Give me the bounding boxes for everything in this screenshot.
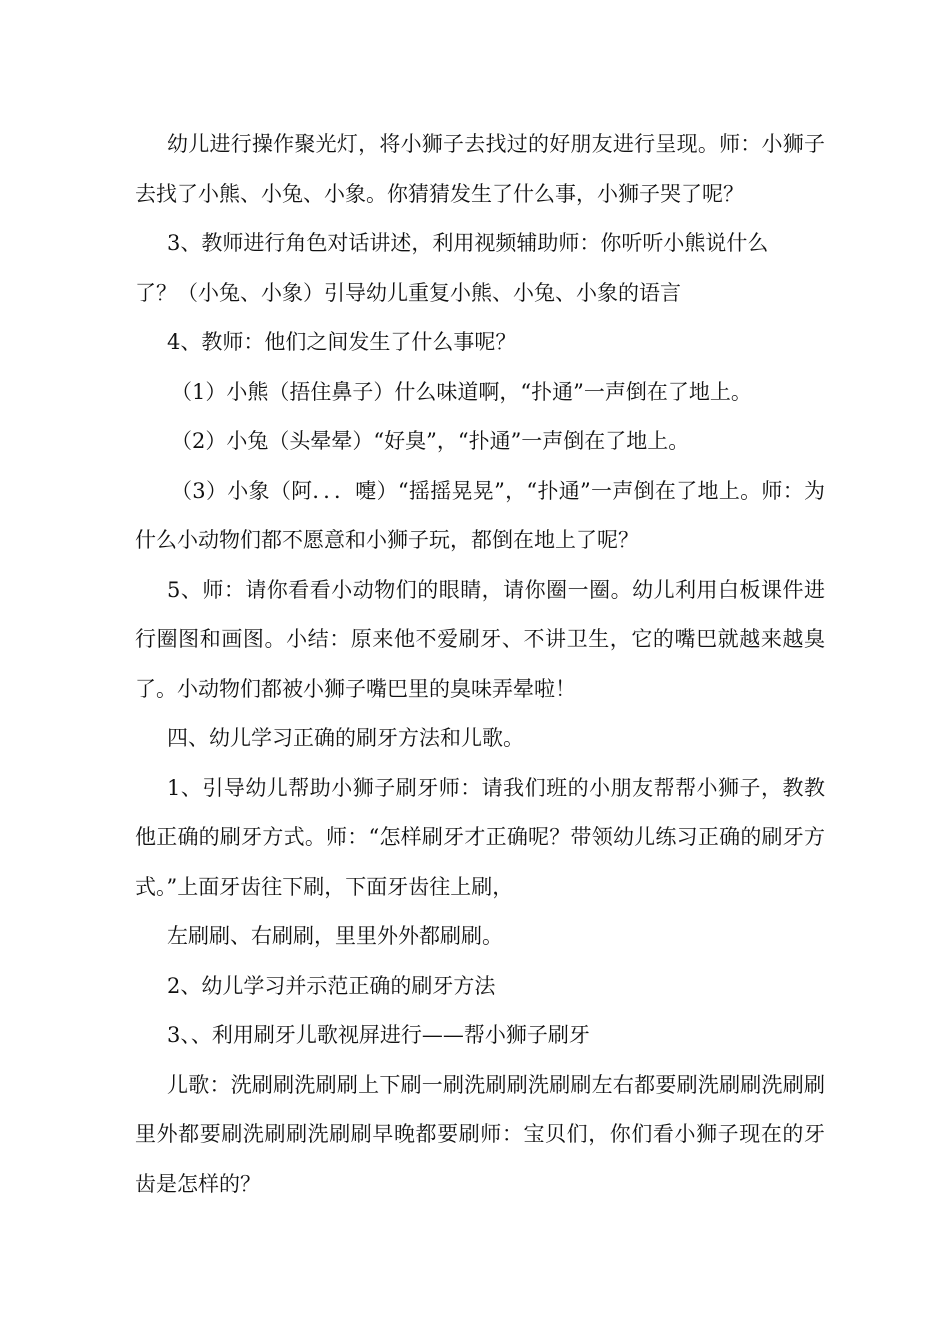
- paragraph-brushing-1-continued: 左刷刷、右刷刷，里里外外都刷刷。: [167, 924, 503, 948]
- paragraph-step-5: 5、师：请你看看小动物们的眼睛，请你圈一圈。幼儿利用白板课件进行圈图和画图。小结：原来他不爱刷牙、不讲卫生，它的嘴巴就越来越臭了。小动物们都被小狮子嘴巴里的臭味弄晕啦！: [135, 577, 825, 701]
- paragraph-bear: （1）小熊（捂住鼻子）什么味道啊，“扑通”一声倒在了地上。: [171, 379, 752, 404]
- paragraph-nursery-rhyme: 儿歌：洗刷刷洗刷刷上下刷一刷洗刷刷洗刷刷左右都要刷洗刷刷洗刷刷里外都要刷洗刷刷洗刷刷早晚都要刷师：宝贝们，你们看小狮子现在的牙齿是怎样的？: [135, 1072, 825, 1196]
- paragraph-elephant: （3）小象（阿．．．嚏）“摇摇晃晃”，“扑通”一声倒在了地上。师：为什么小动物们都不愿意和小狮子玩，都倒在地上了呢？: [135, 478, 825, 552]
- paragraph-step-4: 4、教师：他们之间发生了什么事呢？: [167, 330, 517, 354]
- paragraph-lion-friends: 幼儿进行操作聚光灯，将小狮子去找过的好朋友进行呈现。师：小狮子去找了小熊、小兔、小象。你猜猜发生了什么事，小狮子哭了呢？: [135, 132, 825, 206]
- paragraph-step-3-continued: 了？（小兔、小象）引导幼儿重复小熊、小兔、小象的语言: [135, 280, 681, 305]
- paragraph-rabbit: （2）小兔（头晕晕）“好臭”，“扑通”一声倒在了地上。: [171, 429, 690, 453]
- section-heading-four: 四、幼儿学习正确的刷牙方法和儿歌。: [167, 726, 524, 750]
- document-body: [135, 120, 825, 1209]
- paragraph-step-3: 3、教师进行角色对话讲述，利用视频辅助师：你听听小熊说什么: [167, 231, 769, 255]
- paragraph-brushing-3: 3、、利用刷牙儿歌视屏进行——帮小狮子刷牙: [167, 1023, 590, 1047]
- paragraph-brushing-1: 1、引导幼儿帮助小狮子刷牙师：请我们班的小朋友帮帮小狮子，教教他正确的刷牙方式。师：“怎样刷牙才正确呢？带领幼儿练习正确的刷牙方式。”上面牙齿往下刷，下面牙齿往上刷，: [135, 775, 825, 899]
- paragraph-brushing-2: 2、幼儿学习并示范正确的刷牙方法: [167, 973, 496, 998]
